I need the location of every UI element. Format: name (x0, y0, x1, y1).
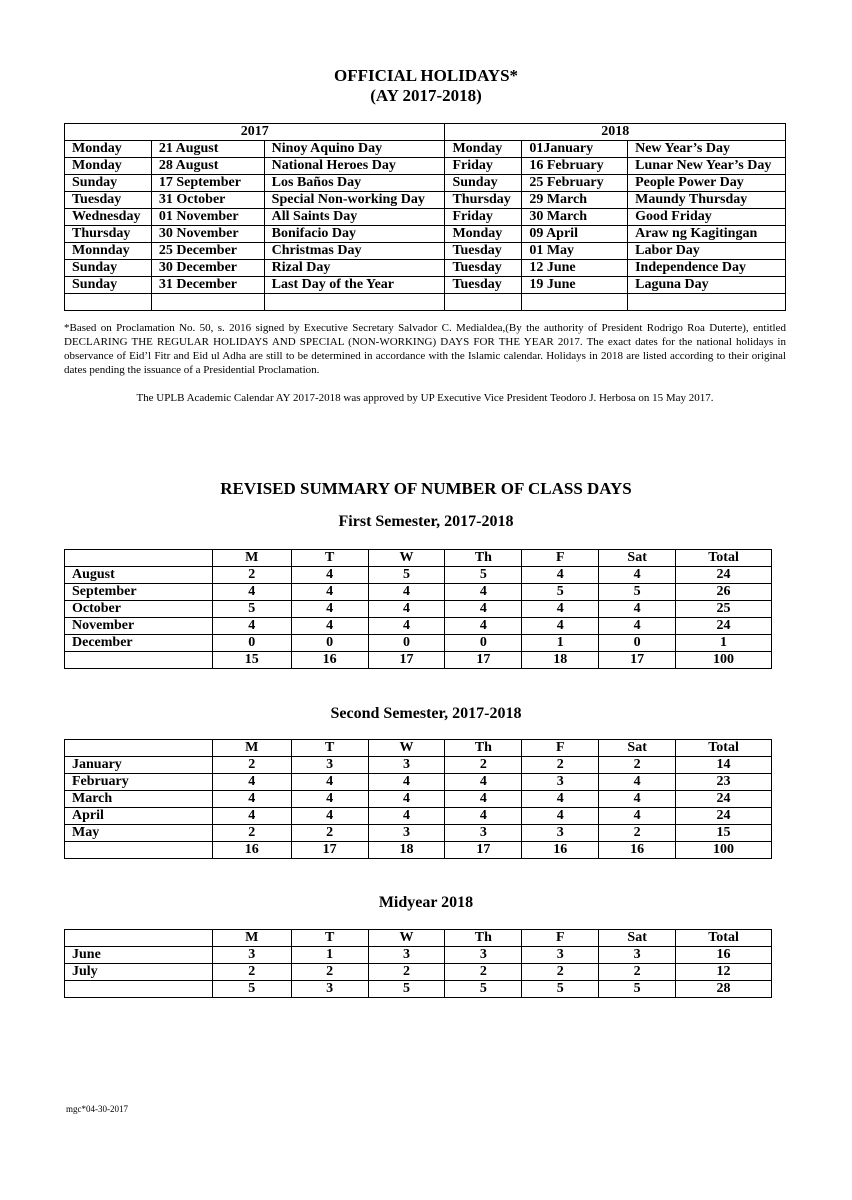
holiday-cell: 25 February (522, 175, 628, 192)
column-header: W (368, 740, 445, 757)
holiday-cell: Sunday (65, 260, 152, 277)
holiday-cell: Ninoy Aquino Day (264, 141, 445, 158)
day-count-cell: 4 (212, 791, 291, 808)
holiday-row (65, 192, 786, 209)
day-count-cell: 16 (291, 652, 368, 669)
month-cell: January (65, 757, 213, 774)
day-count-cell: 2 (212, 757, 291, 774)
day-count-cell: 5 (445, 567, 522, 584)
day-count-cell: 25 (676, 601, 772, 618)
holiday-cell (264, 294, 445, 311)
month-cell: September (65, 584, 213, 601)
day-count-cell: 5 (368, 567, 445, 584)
holiday-cell (151, 294, 264, 311)
column-header: W (368, 930, 445, 947)
day-count-cell: 2 (212, 567, 291, 584)
day-count-cell: 24 (676, 618, 772, 635)
holiday-row (65, 260, 786, 277)
semester-title: Second Semester, 2017-2018 (330, 705, 522, 722)
class-days-table (64, 549, 772, 669)
holiday-row (65, 209, 786, 226)
column-header: T (291, 550, 368, 567)
column-header: Th (445, 930, 522, 947)
month-cell: August (65, 567, 213, 584)
holiday-cell: Monday (65, 158, 152, 175)
day-count-cell: 3 (599, 947, 676, 964)
holiday-cell: People Power Day (628, 175, 786, 192)
column-header: T (291, 930, 368, 947)
holiday-cell: Tuesday (445, 277, 522, 294)
column-header (65, 740, 213, 757)
column-header: W (368, 550, 445, 567)
column-header: Total (676, 550, 772, 567)
holiday-cell: Friday (445, 158, 522, 175)
day-count-cell: 5 (368, 981, 445, 998)
column-header (65, 930, 213, 947)
holiday-cell: 30 December (151, 260, 264, 277)
holiday-cell (522, 294, 628, 311)
day-count-cell: 4 (445, 618, 522, 635)
month-row (65, 584, 772, 601)
month-row (65, 808, 772, 825)
day-count-cell: 12 (676, 964, 772, 981)
total-row (65, 981, 772, 998)
day-count-cell: 26 (676, 584, 772, 601)
day-count-cell: 2 (599, 964, 676, 981)
day-count-cell: 4 (291, 808, 368, 825)
day-count-cell: 14 (676, 757, 772, 774)
month-row (65, 791, 772, 808)
day-count-cell: 5 (522, 584, 599, 601)
day-count-cell: 3 (368, 947, 445, 964)
holiday-cell: Araw ng Kagitingan (628, 226, 786, 243)
holiday-row (65, 277, 786, 294)
day-count-cell: 23 (676, 774, 772, 791)
month-row (65, 825, 772, 842)
day-count-cell: 2 (522, 757, 599, 774)
month-cell: May (65, 825, 213, 842)
month-cell: November (65, 618, 213, 635)
day-count-cell: 16 (522, 842, 599, 859)
day-count-cell: 4 (368, 774, 445, 791)
day-count-cell: 3 (522, 947, 599, 964)
holiday-cell: 01 November (151, 209, 264, 226)
day-count-cell: 4 (599, 774, 676, 791)
day-count-cell: 0 (368, 635, 445, 652)
class-days-header-row (65, 740, 772, 757)
column-header: Total (676, 740, 772, 757)
day-count-cell: 24 (676, 567, 772, 584)
column-header: Th (445, 740, 522, 757)
holiday-cell: 16 February (522, 158, 628, 175)
column-header: Sat (599, 930, 676, 947)
day-count-cell: 3 (291, 757, 368, 774)
column-header: M (212, 740, 291, 757)
holiday-cell: Tuesday (445, 260, 522, 277)
day-count-cell: 4 (368, 618, 445, 635)
total-row (65, 842, 772, 859)
holiday-cell: 31 December (151, 277, 264, 294)
holiday-cell: 21 August (151, 141, 264, 158)
day-count-cell: 15 (676, 825, 772, 842)
month-cell: March (65, 791, 213, 808)
holiday-cell: Tuesday (445, 243, 522, 260)
day-count-cell: 5 (599, 584, 676, 601)
day-count-cell: 28 (676, 981, 772, 998)
day-count-cell: 4 (522, 567, 599, 584)
day-count-cell: 17 (445, 842, 522, 859)
page-title: OFFICIAL HOLIDAYS* (333, 66, 519, 85)
month-row (65, 774, 772, 791)
column-header (65, 550, 213, 567)
day-count-cell: 4 (599, 791, 676, 808)
day-count-cell: 5 (599, 981, 676, 998)
holiday-cell: 01 May (522, 243, 628, 260)
month-cell (65, 652, 213, 669)
holiday-cell: Tuesday (65, 192, 152, 209)
holiday-cell: 25 December (151, 243, 264, 260)
holiday-row (65, 141, 786, 158)
day-count-cell: 2 (599, 757, 676, 774)
day-count-cell: 2 (445, 964, 522, 981)
month-cell: February (65, 774, 213, 791)
day-count-cell: 2 (291, 964, 368, 981)
day-count-cell: 4 (599, 808, 676, 825)
day-count-cell: 0 (445, 635, 522, 652)
day-count-cell: 4 (599, 567, 676, 584)
day-count-cell: 1 (291, 947, 368, 964)
day-count-cell: 4 (368, 601, 445, 618)
holiday-cell: 12 June (522, 260, 628, 277)
column-header: F (522, 930, 599, 947)
holiday-cell: 31 October (151, 192, 264, 209)
holidays-header-row (65, 124, 786, 141)
month-cell (65, 981, 213, 998)
month-cell: June (65, 947, 213, 964)
page-subtitle: (AY 2017-2018) (370, 86, 482, 105)
holiday-cell: Monday (65, 141, 152, 158)
day-count-cell: 17 (445, 652, 522, 669)
holiday-cell: 30 March (522, 209, 628, 226)
day-count-cell: 16 (676, 947, 772, 964)
day-count-cell: 5 (522, 981, 599, 998)
holiday-cell: Thursday (445, 192, 522, 209)
month-row (65, 567, 772, 584)
day-count-cell: 3 (368, 825, 445, 842)
holiday-cell: Good Friday (628, 209, 786, 226)
holiday-row (65, 175, 786, 192)
month-row (65, 947, 772, 964)
summary-title: REVISED SUMMARY OF NUMBER OF CLASS DAYS (220, 479, 632, 498)
day-count-cell: 3 (291, 981, 368, 998)
holiday-cell (628, 294, 786, 311)
day-count-cell: 3 (445, 947, 522, 964)
day-count-cell: 4 (522, 808, 599, 825)
holiday-cell: Monday (445, 141, 522, 158)
column-header: M (212, 930, 291, 947)
day-count-cell: 3 (368, 757, 445, 774)
holiday-cell: 28 August (151, 158, 264, 175)
proclamation-note: *Based on Proclamation No. 50, s. 2016 signed by Executive Secretary Salvador C. Medialdea,(By the authority of President Rodrigo Roa Duterte), entitled DECLARING THE REGULAR HOLIDAYS AND SPECIAL (NON-WORKING) DAYS FOR THE YEAR 2017. The exact dates for the national holidays in observance of Eid’l Fitr and Eid ul Adha are still to be determined in accordance with the Islamic calendar. Holidays in 2018 are listed according to their original dates pending the issuance of a Presidential Proclamation. (64, 322, 786, 376)
day-count-cell: 4 (445, 774, 522, 791)
day-count-cell: 2 (291, 825, 368, 842)
day-count-cell: 100 (676, 652, 772, 669)
holiday-cell: Thursday (65, 226, 152, 243)
holiday-row (65, 294, 786, 311)
column-header: Total (676, 930, 772, 947)
day-count-cell: 4 (368, 584, 445, 601)
column-header: F (522, 550, 599, 567)
holiday-cell: National Heroes Day (264, 158, 445, 175)
holiday-cell: 17 September (151, 175, 264, 192)
day-count-cell: 4 (291, 584, 368, 601)
holiday-cell: Maundy Thursday (628, 192, 786, 209)
month-row (65, 618, 772, 635)
day-count-cell: 17 (291, 842, 368, 859)
day-count-cell: 18 (522, 652, 599, 669)
day-count-cell: 3 (445, 825, 522, 842)
holiday-cell: Christmas Day (264, 243, 445, 260)
day-count-cell: 0 (212, 635, 291, 652)
holiday-row (65, 226, 786, 243)
day-count-cell: 18 (368, 842, 445, 859)
month-row (65, 964, 772, 981)
holiday-cell: New Year’s Day (628, 141, 786, 158)
holiday-cell: 09 April (522, 226, 628, 243)
day-count-cell: 16 (212, 842, 291, 859)
day-count-cell: 5 (212, 601, 291, 618)
holiday-cell (65, 294, 152, 311)
column-header: F (522, 740, 599, 757)
day-count-cell: 0 (291, 635, 368, 652)
day-count-cell: 4 (599, 618, 676, 635)
holidays-table (64, 123, 786, 311)
holiday-cell: Sunday (445, 175, 522, 192)
day-count-cell: 4 (291, 618, 368, 635)
month-cell: July (65, 964, 213, 981)
column-header: Sat (599, 740, 676, 757)
day-count-cell: 4 (599, 601, 676, 618)
total-row (65, 652, 772, 669)
approval-note: The UPLB Academic Calendar AY 2017-2018 was approved by UP Executive Vice President Teodoro J. Herbosa on 15 May 2017. (136, 392, 714, 404)
day-count-cell: 4 (445, 601, 522, 618)
footer-code: mgc*04-30-2017 (66, 1104, 128, 1114)
holiday-cell (445, 294, 522, 311)
class-days-table (64, 929, 772, 998)
day-count-cell: 4 (368, 808, 445, 825)
month-cell (65, 842, 213, 859)
day-count-cell: 4 (212, 618, 291, 635)
day-count-cell: 17 (599, 652, 676, 669)
day-count-cell: 100 (676, 842, 772, 859)
month-row (65, 635, 772, 652)
day-count-cell: 2 (212, 825, 291, 842)
class-days-table (64, 739, 772, 859)
day-count-cell: 4 (445, 584, 522, 601)
holiday-cell: Sunday (65, 277, 152, 294)
day-count-cell: 4 (522, 601, 599, 618)
day-count-cell: 1 (522, 635, 599, 652)
day-count-cell: 4 (291, 567, 368, 584)
day-count-cell: 24 (676, 791, 772, 808)
month-cell: October (65, 601, 213, 618)
day-count-cell: 16 (599, 842, 676, 859)
day-count-cell: 4 (212, 774, 291, 791)
holiday-cell: 29 March (522, 192, 628, 209)
month-cell: December (65, 635, 213, 652)
day-count-cell: 4 (291, 791, 368, 808)
holiday-cell: Rizal Day (264, 260, 445, 277)
year-2017-header: 2017 (65, 124, 445, 141)
day-count-cell: 4 (368, 791, 445, 808)
day-count-cell: 4 (445, 808, 522, 825)
holiday-cell: Los Baños Day (264, 175, 445, 192)
day-count-cell: 4 (522, 791, 599, 808)
class-days-header-row (65, 930, 772, 947)
day-count-cell: 2 (599, 825, 676, 842)
month-row (65, 757, 772, 774)
day-count-cell: 3 (522, 774, 599, 791)
day-count-cell: 17 (368, 652, 445, 669)
day-count-cell: 5 (212, 981, 291, 998)
day-count-cell: 2 (368, 964, 445, 981)
holiday-cell: Sunday (65, 175, 152, 192)
holiday-cell: Lunar New Year’s Day (628, 158, 786, 175)
holiday-cell: 01January (522, 141, 628, 158)
day-count-cell: 4 (291, 774, 368, 791)
day-count-cell: 2 (445, 757, 522, 774)
class-days-header-row (65, 550, 772, 567)
day-count-cell: 4 (212, 808, 291, 825)
semester-title: First Semester, 2017-2018 (338, 513, 514, 530)
holiday-cell: Last Day of the Year (264, 277, 445, 294)
day-count-cell: 2 (522, 964, 599, 981)
holiday-cell: Monnday (65, 243, 152, 260)
column-header: T (291, 740, 368, 757)
holiday-cell: 30 November (151, 226, 264, 243)
day-count-cell: 4 (522, 618, 599, 635)
day-count-cell: 4 (212, 584, 291, 601)
holiday-cell: Monday (445, 226, 522, 243)
day-count-cell: 15 (212, 652, 291, 669)
day-count-cell: 0 (599, 635, 676, 652)
holiday-cell: All Saints Day (264, 209, 445, 226)
holiday-cell: Friday (445, 209, 522, 226)
day-count-cell: 3 (212, 947, 291, 964)
day-count-cell: 1 (676, 635, 772, 652)
holiday-row (65, 243, 786, 260)
holiday-cell: Bonifacio Day (264, 226, 445, 243)
holiday-cell: Independence Day (628, 260, 786, 277)
day-count-cell: 4 (445, 791, 522, 808)
year-2018-header: 2018 (445, 124, 786, 141)
day-count-cell: 4 (291, 601, 368, 618)
semester-title: Midyear 2018 (378, 894, 474, 911)
holiday-cell: Special Non-working Day (264, 192, 445, 209)
day-count-cell: 2 (212, 964, 291, 981)
column-header: Th (445, 550, 522, 567)
month-cell: April (65, 808, 213, 825)
month-row (65, 601, 772, 618)
day-count-cell: 3 (522, 825, 599, 842)
holiday-cell: Wednesday (65, 209, 152, 226)
day-count-cell: 24 (676, 808, 772, 825)
holiday-cell: Laguna Day (628, 277, 786, 294)
column-header: M (212, 550, 291, 567)
holiday-row (65, 158, 786, 175)
holiday-cell: 19 June (522, 277, 628, 294)
day-count-cell: 5 (445, 981, 522, 998)
holiday-cell: Labor Day (628, 243, 786, 260)
column-header: Sat (599, 550, 676, 567)
